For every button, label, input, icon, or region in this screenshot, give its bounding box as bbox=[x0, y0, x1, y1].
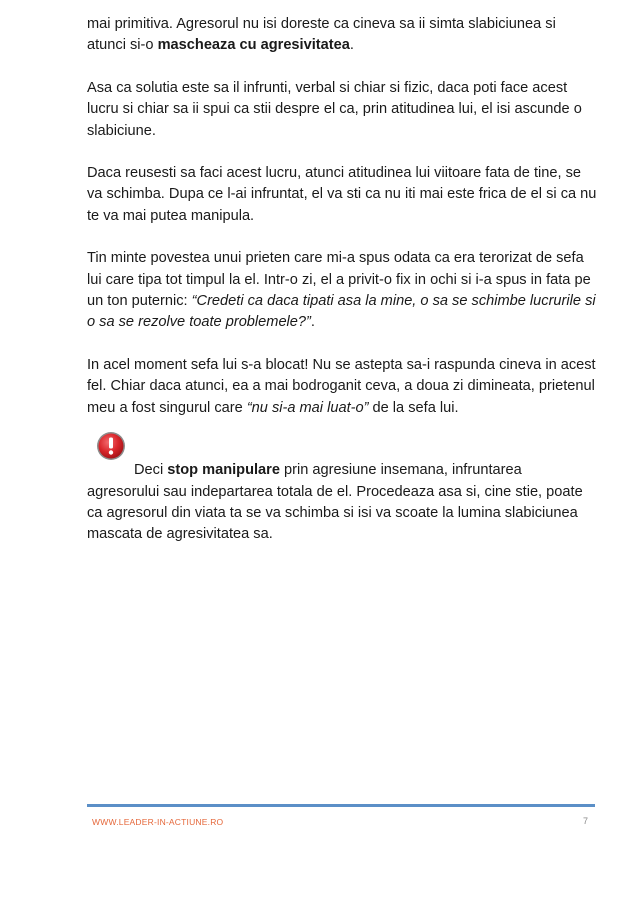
exclamation-icon bbox=[96, 431, 126, 461]
footer-divider bbox=[87, 804, 595, 807]
paragraph-6: Deci stop manipulare prin agresiune insemana, infruntarea agresorului sau indepartarea totala de el. Procedeaza asa si, cine stie, poate ca agresorul din viata ta se va schimba si isi va scoate la lumina slabiciunea mascata de agresivitatea sa. bbox=[87, 462, 583, 543]
paragraph-4: Tin minte povestea unui prieten care mi-a spus odata ca era terorizat de sefa lui care tipa tot timpul la el. Intr-o zi, el a privit-o fix in ochi si i-a spus in fata pe un ton puternic: “Credeti ca daca tipati asa la mine, o sa se schimbe lucrurile si o sa se rezolve toate problemele?”. bbox=[87, 250, 596, 331]
footer-website: WWW.LEADER-IN-ACTIUNE.RO bbox=[92, 817, 224, 827]
page-body bbox=[87, 14, 597, 567]
quote-italic: “nu si-a mai luat-o” bbox=[246, 399, 369, 416]
bold-phrase: stop manipulare bbox=[167, 462, 280, 479]
footer-page-number: 7 bbox=[582, 816, 588, 826]
paragraph-5: In acel moment sefa lui s-a blocat! Nu se astepta sa-i raspunda cineva in acest fel. Chiar daca atunci, ea a mai bodroganit ceva, a doua zi dimineata, prietenul meu a fost singurul care “nu si-a mai luat-o” de la sefa lui. bbox=[87, 356, 596, 416]
quote-italic: “Credeti ca daca tipati asa la mine, o sa se schimbe lucrurile si o sa se rezolve toate problemele?” bbox=[87, 293, 596, 331]
bold-phrase: mascheaza cu agresivitatea bbox=[157, 37, 350, 54]
alert-block bbox=[87, 440, 597, 546]
paragraph-3: Daca reusesti sa faci acest lucru, atunci atitudinea lui viitoare fata de tine, se va schimba. Dupa ce l-ai infruntat, el va sti ca nu iti mai este frica de el si ca nu te va mai putea manipula. bbox=[87, 165, 597, 224]
paragraph-2: Asa ca solutia este sa il infrunti, verbal si chiar si fizic, daca poti face acest lucru si chiar sa ii spui ca stii despre el ca, prin atitudinea lui, el isi ascunde o slabiciune. bbox=[87, 79, 582, 139]
paragraph-1: mai primitiva. Agresorul nu isi doreste ca cineva sa ii simta slabiciunea si atunci si-o mascheaza cu agresivitatea. bbox=[87, 16, 556, 54]
